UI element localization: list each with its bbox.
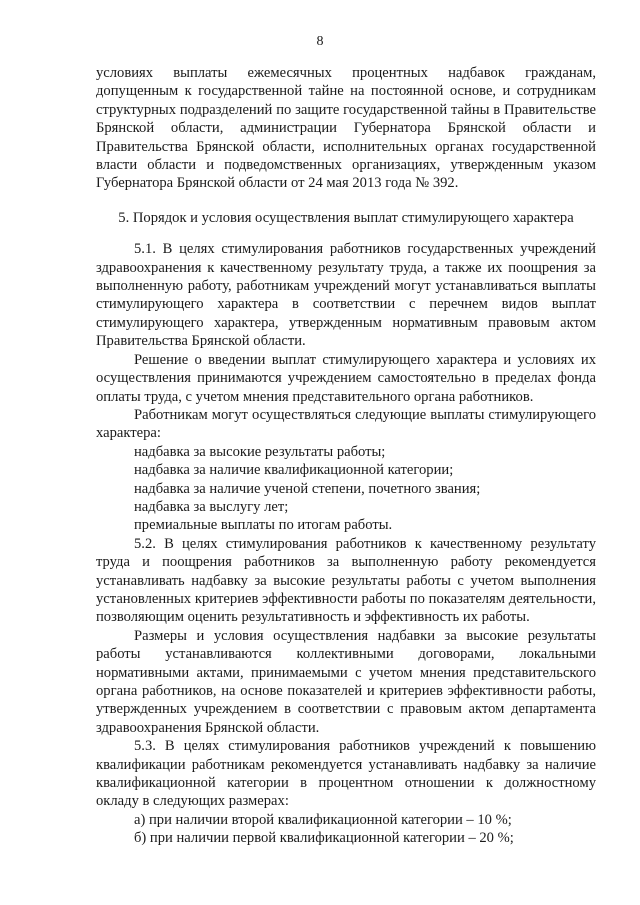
list-item: надбавка за наличие ученой степени, почетного звания;	[134, 480, 481, 497]
page-number: 8	[316, 34, 324, 49]
paragraph-sizes: Размеры и условия осуществления надбавки за высокие результаты работы устанавливаются коллективными договорами, локальными нормативными актами, принимаемыми с учетом мнения представительского органа работников, на основе показателей и критериев эффективности работы, утвержденных учреждением в соответствии с правовым актом департамента здравоохранения Брянской области.	[96, 627, 596, 736]
intro-paragraph: условиях выплаты ежемесячных процентных надбавок гражданам, допущенным к государственной тайне на постоянной основе, и сотрудникам структурных подразделений по защите государственной тайны в Правительстве Брянской области, администрации Губернатора Брянской области и Правительства Брянской области, исполнительных органах государственной власти области и подведомственных организациях, утвержденным указом Губернатора Брянской области от 24 мая 2013 года № 392.	[96, 65, 596, 192]
category-list	[96, 811, 596, 848]
list-item: надбавка за выслугу лет;	[134, 498, 289, 515]
bonus-list	[96, 443, 596, 535]
paragraph-list-intro: Работникам могут осуществляться следующие выплаты стимулирующего характера:	[96, 406, 596, 442]
list-item: а) при наличии второй квалификационной категории – 10 %;	[134, 811, 512, 828]
paragraph-5-2: 5.2. В целях стимулирования работников к качественному результату труда и поощрения работников за выполненную работу рекомендуется устанавливать надбавку за высокие результаты работы с учетом выполнения установленных критериев эффективности работы по показателям деятельности, позволяющим оценить результативность и эффективность их работы.	[96, 535, 596, 626]
list-item: надбавка за наличие квалификационной категории;	[134, 462, 454, 479]
section-heading: 5. Порядок и условия осуществления выплат стимулирующего характера	[118, 209, 574, 226]
list-item: премиальные выплаты по итогам работы.	[134, 517, 393, 534]
paragraph-5-1: 5.1. В целях стимулирования работников государственных учреждений здравоохранения к качественному результату труда, а также их поощрения за выполненную работу, работникам учреждений могут устанавливаться выплаты стимулирующего характера в соответствии с перечнем видов выплат стимулирующего характера, утвержденным нормативным правовым актом Правительства Брянской области.	[96, 241, 596, 350]
paragraph-decision: Решение о введении выплат стимулирующего характера и условиях их осуществления принимаются учреждением самостоятельно в пределах фонда оплаты труда, с учетом мнения представительного органа работников.	[96, 351, 596, 405]
list-item: б) при наличии первой квалификационной категории – 20 %;	[134, 830, 514, 847]
paragraph-5-3: 5.3. В целях стимулирования работников учреждений к повышению квалификации работникам рекомендуется устанавливать надбавку за наличие квалификационной категории в процентном отношении к должностному окладу в следующих размерах:	[96, 738, 596, 810]
document-body	[96, 64, 596, 848]
list-item: надбавка за высокие результаты работы;	[134, 443, 386, 460]
